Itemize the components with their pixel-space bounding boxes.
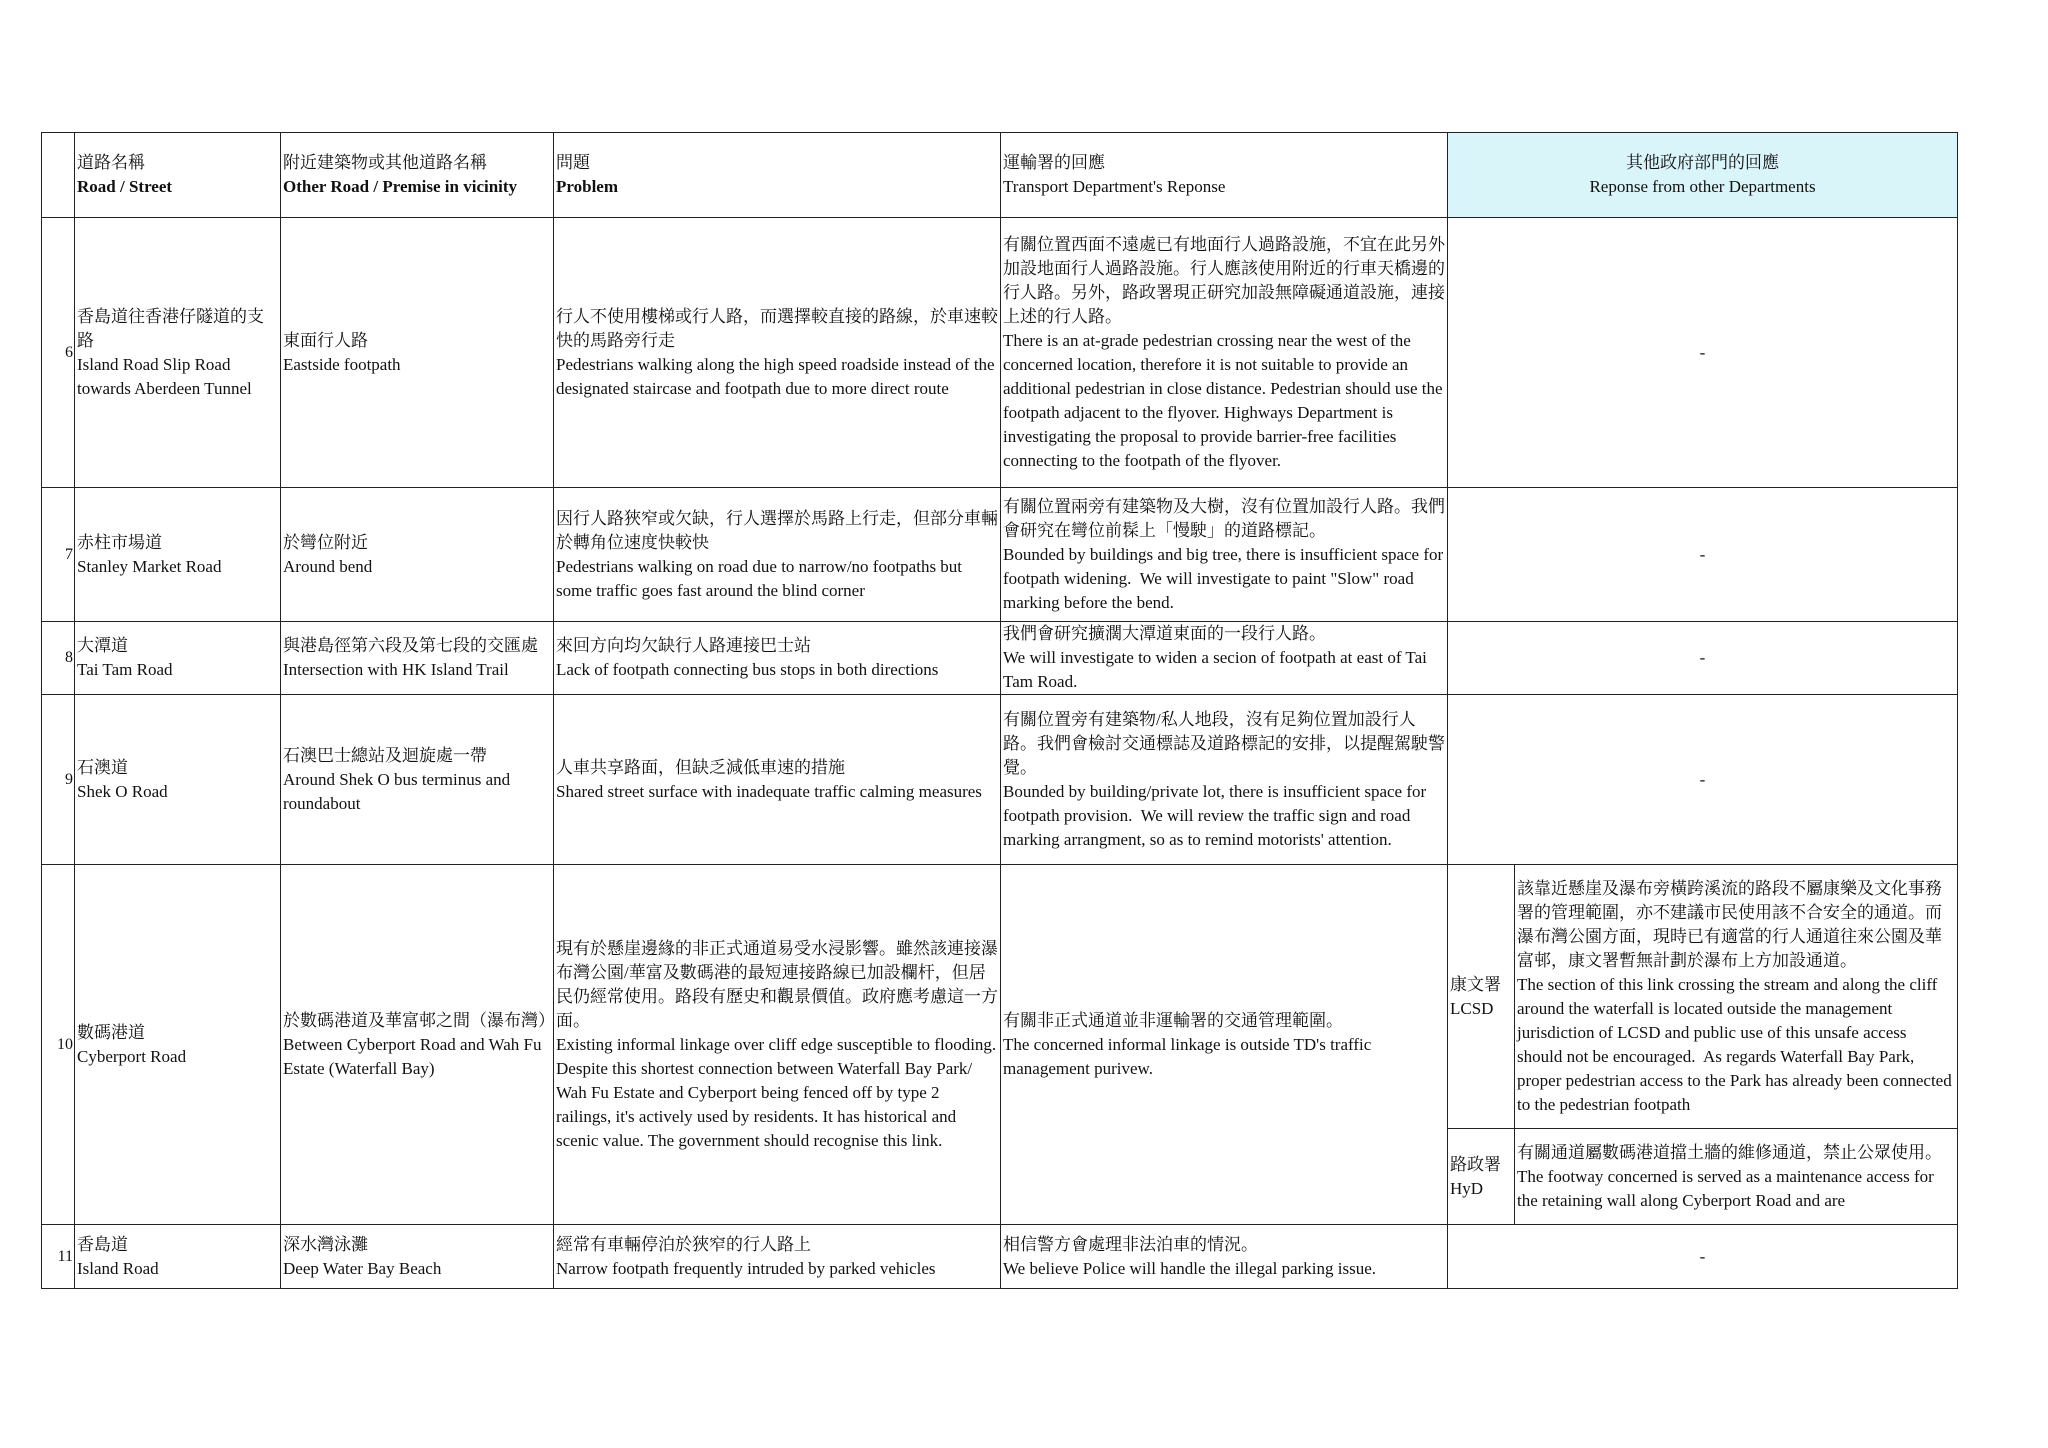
vicinity-en: Around bend [283, 556, 373, 576]
row-number: 9 [42, 695, 75, 865]
header-td-response [1001, 133, 1448, 218]
td-response-zh: 我們會研究擴濶大潭道東面的一段行人路。 [1003, 624, 1326, 643]
pedestrian-issues-table [41, 132, 1958, 1289]
problem-en: Lack of footpath connecting bus stops in both directions [556, 660, 939, 679]
header-vicinity-en: Other Road / Premise in vicinity [283, 177, 518, 196]
department-zh: 康文署 [1450, 974, 1501, 994]
road-en: Cyberport Road [77, 1046, 187, 1066]
table-row [42, 218, 1958, 488]
department-response-en: The section of this link crossing the stream and along the cliff around the waterfall is located outside the management jurisdiction of LCSD and public use of this unsafe access should not be encouraged. As regards Waterfall Bay Park, proper pedestrian access to the Park has already been connected to the pedestrian footpath [1517, 974, 1956, 1114]
row-number: 7 [42, 488, 75, 622]
header-other-en: Reponse from other Departments [1589, 177, 1816, 196]
department-en: LCSD [1450, 998, 1494, 1018]
vicinity-en: Deep Water Bay Beach [283, 1258, 442, 1278]
row-number: 6 [42, 218, 75, 488]
row-number: 8 [42, 622, 75, 695]
vicinity-zh: 石澳巴士總站及迴旋處一帶 [283, 745, 487, 765]
problem-cell [554, 218, 1001, 488]
header-road-zh: 道路名稱 [77, 153, 145, 172]
vicinity-zh: 於數碼港道及華富邨之間（瀑布灣） [283, 1010, 555, 1030]
problem-zh: 來回方向均欠缺行人路連接巴士站 [556, 636, 811, 655]
problem-cell [554, 695, 1001, 865]
department-name-cell [1448, 865, 1515, 1129]
td-response-zh: 有關位置旁有建築物/私人地段，沒有足夠位置加設行人路。我們會檢討交通標誌及道路標記的安排，以提醒駕駛警覺。 [1003, 709, 1445, 777]
vicinity-en: Between Cyberport Road and Wah Fu Estate (Waterfall Bay) [283, 1034, 546, 1078]
vicinity-cell [281, 622, 554, 695]
header-other-zh: 其他政府部門的回應 [1626, 153, 1779, 172]
vicinity-zh: 東面行人路 [283, 330, 368, 350]
problem-zh: 行人不使用樓梯或行人路，而選擇較直接的路線，於車速較快的馬路旁行走 [556, 306, 998, 350]
header-problem [554, 133, 1001, 218]
td-response-en: We will investigate to widen a secion of footpath at east of Tai Tam Road. [1003, 648, 1431, 691]
document-table-wrapper [41, 132, 1957, 1289]
road-zh: 數碼港道 [77, 1022, 145, 1042]
header-road-en: Road / Street [77, 177, 173, 196]
vicinity-zh: 與港島徑第六段及第七段的交匯處 [283, 636, 538, 655]
td-response-cell [1001, 865, 1448, 1225]
road-cell [75, 865, 281, 1225]
td-response-en: Bounded by buildings and big tree, there is insufficient space for footpath widening. We will investigate to paint "Slow" road marking before the bend. [1003, 544, 1448, 612]
department-en: HyD [1450, 1178, 1484, 1198]
vicinity-cell [281, 865, 554, 1225]
road-cell [75, 218, 281, 488]
row-number: 11 [42, 1225, 75, 1289]
department-response-zh: 該靠近懸崖及瀑布旁橫跨溪流的路段不屬康樂及文化事務署的管理範圍，亦不建議市民使用該不合安全的通道。而瀑布灣公園方面，現時已有適當的行人通道往來公園及華富邨，康文署暫無計劃於瀑布上方加設通道。 [1517, 878, 1942, 970]
header-td-en: Transport Department's Reponse [1003, 177, 1226, 196]
vicinity-cell [281, 695, 554, 865]
problem-cell [554, 865, 1005, 1225]
other-response-cell: - [1448, 622, 1958, 695]
table-row [42, 622, 1958, 695]
problem-cell [554, 1225, 1001, 1289]
table-row [42, 695, 1958, 865]
vicinity-en: Eastside footpath [283, 354, 401, 374]
problem-zh: 因行人路狹窄或欠缺，行人選擇於馬路上行走，但部分車輛於轉角位速度快較快 [556, 508, 998, 552]
td-response-cell [1001, 622, 1448, 695]
road-zh: 赤柱市場道 [77, 532, 162, 552]
vicinity-cell [281, 1225, 554, 1289]
problem-cell [554, 622, 1001, 695]
table-row [42, 865, 1958, 1129]
road-en: Island Road Slip Road towards Aberdeen Tunnel [77, 354, 252, 398]
table-header-row [42, 133, 1958, 218]
table-row [42, 488, 1958, 622]
header-vicinity [281, 133, 554, 218]
other-response-cell: - [1448, 488, 1958, 622]
other-response-cell: - [1448, 218, 1958, 488]
td-response-zh: 有關非正式通道並非運輸署的交通管理範圍。 [1003, 1010, 1343, 1030]
vicinity-cell [281, 488, 554, 622]
department-response-cell [1515, 865, 1958, 1129]
header-td-zh: 運輸署的回應 [1003, 153, 1105, 172]
problem-en: Pedestrians walking on road due to narrow/no footpaths but some traffic goes fast around the blind corner [556, 556, 967, 600]
vicinity-zh: 深水灣泳灘 [283, 1234, 368, 1254]
header-problem-zh: 問題 [556, 153, 590, 172]
problem-en: Pedestrians walking along the high speed roadside instead of the designated staircase and footpath due to more direct route [556, 354, 999, 398]
road-zh: 大潭道 [77, 636, 128, 655]
td-response-cell [1001, 695, 1448, 865]
header-problem-en: Problem [556, 177, 619, 196]
td-response-zh: 相信警方會處理非法泊車的情況。 [1003, 1234, 1258, 1254]
department-response-zh: 有關通道屬數碼港道擋土牆的維修通道，禁止公眾使用。 [1517, 1142, 1942, 1162]
header-other-departments [1448, 133, 1958, 218]
department-name-cell [1448, 1129, 1515, 1225]
problem-zh: 現有於懸崖邊緣的非正式通道易受水浸影響。雖然該連接瀑布灣公園/華富及數碼港的最短連接路線已加設欄杆，但居民仍經常使用。路段有歷史和觀景價值。政府應考慮這一方面。 [556, 938, 998, 1030]
road-cell [75, 622, 281, 695]
td-response-en: There is an at-grade pedestrian crossing near the west of the concerned location, therefore it is not suitable to provide an additional pedestrian in close distance. Pedestrian should use the footpath adjacent to the flyover. Highways Department is investigating the proposal to provide barrier-free facilities connecting to the footpath of the flyover. [1003, 330, 1447, 470]
road-en: Shek O Road [77, 781, 168, 801]
problem-zh: 人車共享路面，但缺乏減低車速的措施 [556, 757, 845, 777]
department-response-en: The footway concerned is served as a maintenance access for the retaining wall along Cyberport Road and are [1517, 1166, 1939, 1210]
road-cell [75, 1225, 281, 1289]
td-response-zh: 有關位置西面不遠處已有地面行人過路設施，不宜在此另外加設地面行人過路設施。行人應該使用附近的行車天橋邊的行人路。另外，路政署現正研究加設無障礙通道設施，連接上述的行人路。 [1003, 234, 1445, 326]
other-response-cell: - [1448, 695, 1958, 865]
vicinity-en: Intersection with HK Island Trail [283, 660, 509, 679]
header-vicinity-zh: 附近建築物或其他道路名稱 [283, 153, 487, 172]
vicinity-zh: 於彎位附近 [283, 532, 368, 552]
td-response-en: We believe Police will handle the illegal parking issue. [1003, 1258, 1376, 1278]
header-num [42, 133, 75, 218]
problem-zh: 經常有車輛停泊於狹窄的行人路上 [556, 1234, 811, 1254]
road-cell [75, 488, 281, 622]
department-response-cell [1515, 1129, 1958, 1225]
td-response-en: The concerned informal linkage is outside TD's traffic management purivew. [1003, 1034, 1376, 1078]
problem-en: Narrow footpath frequently intruded by parked vehicles [556, 1258, 936, 1278]
td-response-en: Bounded by building/private lot, there is insufficient space for footpath provision. We will review the traffic sign and road marking arrangment, so as to remind motorists' attention. [1003, 781, 1431, 849]
other-response-cell: - [1448, 1225, 1958, 1289]
problem-cell [554, 488, 1001, 622]
road-zh: 香島道 [77, 1234, 128, 1254]
td-response-zh: 有關位置兩旁有建築物及大樹，沒有位置加設行人路。我們會研究在彎位前髹上「慢駛」的道路標記。 [1003, 496, 1445, 540]
road-en: Tai Tam Road [77, 660, 173, 679]
road-en: Island Road [77, 1258, 159, 1278]
row-number: 10 [42, 865, 75, 1225]
table-row [42, 1225, 1958, 1289]
road-zh: 香島道往香港仔隧道的支路 [77, 306, 264, 350]
header-road [75, 133, 281, 218]
problem-en: Shared street surface with inadequate traffic calming measures [556, 781, 982, 801]
problem-en: Existing informal linkage over cliff edge susceptible to flooding. Despite this shortest connection between Waterfall Bay Park/ Wah Fu Estate and Cyberport being fenced off by type 2 railings, it's actively used by residents. It has historical and scenic value. The government should recognise this link. [556, 1034, 1005, 1150]
vicinity-en: Around Shek O bus terminus and roundabout [283, 769, 515, 813]
vicinity-cell [281, 218, 554, 488]
road-cell [75, 695, 281, 865]
td-response-cell [1001, 218, 1448, 488]
td-response-cell [1001, 488, 1448, 622]
road-zh: 石澳道 [77, 757, 128, 777]
road-en: Stanley Market Road [77, 556, 222, 576]
department-zh: 路政署 [1450, 1154, 1501, 1174]
td-response-cell [1001, 1225, 1448, 1289]
